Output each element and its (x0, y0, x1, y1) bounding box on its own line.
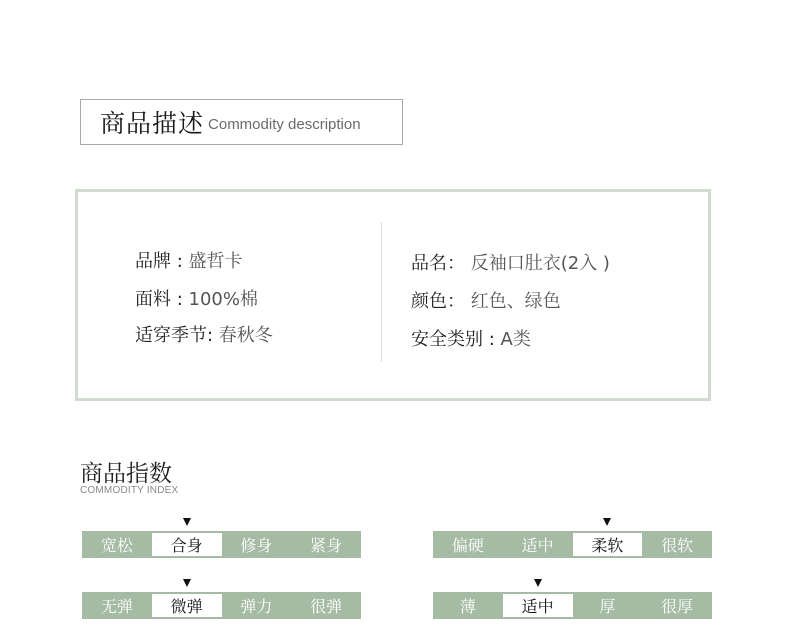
fit-option-1: 合身 (152, 533, 222, 556)
thickness-option-3: 很厚 (661, 597, 694, 616)
spec-panel (75, 189, 711, 401)
commodity-index-subtitle: COMMODITY INDEX (80, 485, 179, 496)
spec-product-name-key: 品名： (411, 253, 471, 274)
spec-safety-value: A类 (500, 329, 531, 350)
spec-fabric-key: 面料 : (135, 289, 189, 310)
hardness-option-1: 适中 (521, 536, 554, 555)
fit-option-3: 紧身 (310, 536, 343, 555)
spec-brand-value: 盛哲卡 (188, 251, 243, 272)
spec-product-name-value: 反袖口肚衣(2入 ) (470, 253, 610, 274)
hardness-option-3: 很软 (661, 536, 694, 555)
thickness-option-0: 薄 (459, 597, 476, 616)
thickness-scale (433, 592, 712, 619)
spec-color-key: 颜色： (411, 291, 471, 312)
fit-option-0: 宽松 (100, 536, 133, 555)
hardness-scale (433, 531, 712, 558)
hardness-option-2: 柔软 (573, 533, 643, 556)
spec-season-key: 适穿季节: (135, 325, 219, 346)
spec-color-value: 红色、绿色 (470, 291, 561, 312)
elasticity-option-1: 微弹 (152, 594, 222, 617)
spec-safety-key: 安全类别 : (411, 329, 501, 350)
hardness-selected-marker-icon (603, 518, 611, 526)
spec-divider (381, 222, 382, 362)
elasticity-selected-marker-icon (183, 579, 191, 587)
hardness-option-0: 偏硬 (451, 536, 484, 555)
spec-product-name (411, 249, 610, 275)
elasticity-option-3: 很弹 (310, 597, 343, 616)
spec-season-value: 春秋冬 (218, 325, 273, 346)
commodity-description-header (80, 99, 403, 145)
elasticity-option-0: 无弹 (100, 597, 133, 616)
spec-brand-key: 品牌 : (135, 251, 189, 272)
spec-season (135, 321, 273, 347)
spec-fabric-value: 100%棉 (188, 289, 258, 310)
elasticity-scale (82, 592, 361, 619)
spec-safety (411, 325, 531, 351)
spec-brand (135, 247, 243, 273)
thickness-option-1: 适中 (503, 594, 573, 617)
spec-color (411, 287, 561, 313)
description-title-cn: 商品描述 (100, 109, 205, 138)
elasticity-option-2: 弹力 (240, 597, 273, 616)
description-title-en: Commodity description (208, 115, 361, 133)
thickness-selected-marker-icon (534, 579, 542, 587)
thickness-option-2: 厚 (599, 597, 616, 616)
fit-selected-marker-icon (183, 518, 191, 526)
fit-option-2: 修身 (240, 536, 273, 555)
commodity-index-title: 商品指数 (80, 461, 172, 487)
spec-fabric (135, 285, 258, 311)
fit-scale (82, 531, 361, 558)
